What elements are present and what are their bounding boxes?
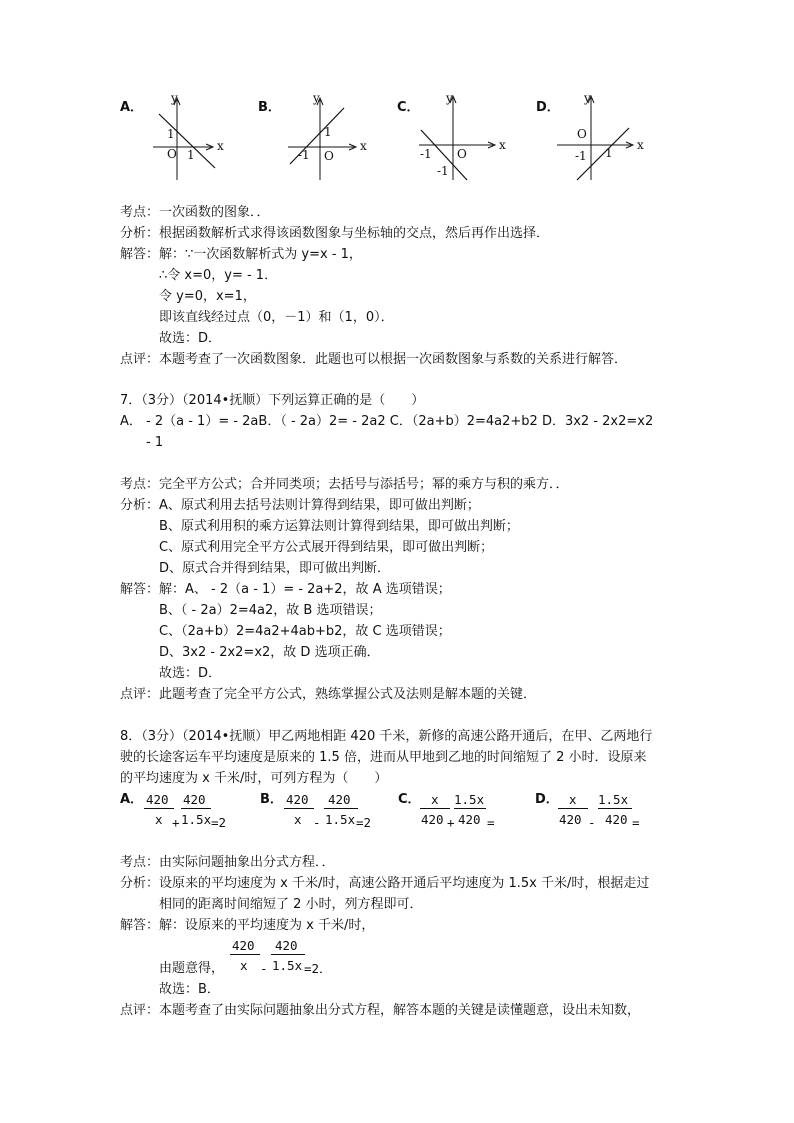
q7-fenxi-3: C、原式利用完全平方公式展开得到结果，即可做出判断； xyxy=(159,540,494,555)
q7-kaodian: 考点：完全平方公式；合并同类项；去括号与添括号；幂的乘方与积的乘方．． xyxy=(120,477,569,492)
x-intercept-label: -1 xyxy=(420,147,432,161)
q7-stem: 7．（3分）（2014•抚顺）下列运算正确的是（ ） xyxy=(120,393,425,408)
q8-opt-b-label: B． xyxy=(260,792,283,807)
q8-opt-a-num1: 420 xyxy=(146,792,169,807)
q8-jieda-den1: x xyxy=(240,958,248,973)
q8-opt-d-den1: 420 xyxy=(559,812,582,827)
q7-jieda-5: 故选：D． xyxy=(159,666,222,681)
q8-jieda-prefix: 由题意得， xyxy=(159,961,225,976)
q7-jieda-4: D、3x2 - 2x2=x2，故 D 选项正确． xyxy=(159,645,380,660)
q8-opt-d-bar1 xyxy=(558,808,588,809)
q8-opt-a-den1: x xyxy=(155,812,163,827)
q7-fenxi-4: D、原式合并得到结果，即可做出判断． xyxy=(159,561,391,576)
q8-opt-c-den1: 420 xyxy=(421,812,444,827)
q8-opt-a-label: A． xyxy=(120,792,144,807)
q6-jieda-5: 故选：D． xyxy=(159,331,222,346)
graph-a xyxy=(145,92,235,188)
q8-jieda-bar2 xyxy=(271,954,305,955)
y-intercept-label: 1 xyxy=(324,125,332,139)
y-intercept-label: 1 xyxy=(167,127,175,141)
q8-kaodian: 考点：由实际问题抽象出分式方程．． xyxy=(120,855,335,870)
q8-jieda-rhs: =2． xyxy=(304,961,332,976)
q8-opt-a-den2: 1.5x xyxy=(181,812,212,827)
q8-opt-a-bar1 xyxy=(144,808,174,809)
q8-opt-c-op: + xyxy=(447,815,455,830)
q8-opt-d-bar2 xyxy=(598,808,632,809)
q8-fenxi-1: 分析：设原来的平均速度为 x 千米/时，高速公路开通后平均速度为 1.5x 千米/时，根据走过 xyxy=(120,876,650,891)
y-label: y xyxy=(171,92,178,105)
q7-fenxi-1: 分析：A、原式利用去括号法则计算得到结果，即可做出判断； xyxy=(120,498,480,513)
graph-d xyxy=(553,92,648,188)
q7-fenxi-2: B、原式利用积的乘方运算法则计算得到结果，即可做出判断； xyxy=(159,519,519,534)
q8-fenxi-2: 相同的距离时间缩短了 2 小时，列方程即可． xyxy=(159,897,423,912)
origin-label: O xyxy=(457,147,467,161)
q8-opt-c-den2: 420 xyxy=(458,812,481,827)
x-intercept-label: -1 xyxy=(298,148,310,162)
q8-opt-b-rhs: =2 xyxy=(356,815,372,830)
x-label: x xyxy=(360,139,367,153)
q8-opt-a-rhs: =2 xyxy=(211,815,227,830)
y-intercept-label: -1 xyxy=(437,164,449,178)
y-intercept-label: -1 xyxy=(575,149,587,163)
origin-label: O xyxy=(324,149,334,163)
q8-opt-c-label: C． xyxy=(398,792,421,807)
q8-opt-c-bar1 xyxy=(420,808,450,809)
q8-opt-d-label: D． xyxy=(535,792,559,807)
x-label: x xyxy=(637,138,644,152)
q8-opt-c-rhs: = xyxy=(487,815,495,830)
q8-opt-b-op: - xyxy=(313,815,321,830)
q8-stem-1: 8．（3分）（2014•抚顺）甲乙两地相距 420 千米，新修的高速公路开通后，在甲、乙两地行 xyxy=(120,729,653,744)
q8-opt-b-bar2 xyxy=(324,808,358,809)
graph-c xyxy=(415,92,510,188)
q7-options: A． - 2（a - 1）= - 2aB．（ - 2a）2= - 2a2 C．（2a+b）2=4a2+b2 D．3x2 - 2x2=x2 xyxy=(120,414,654,429)
x-label: x xyxy=(499,138,506,152)
q6-jieda-2: ∴令 x=0，y= - 1． xyxy=(159,268,278,283)
q8-opt-d-rhs: = xyxy=(632,815,640,830)
graph-b xyxy=(282,92,377,188)
q8-jieda-num1: 420 xyxy=(232,938,255,953)
q8-jieda-op: - xyxy=(260,961,268,976)
q8-opt-c-num1: x xyxy=(431,792,439,807)
q6-fenxi: 分析：根据函数解析式求得该函数图象与坐标轴的交点，然后再作出选择． xyxy=(120,226,550,241)
q8-opt-d-num2: 1.5x xyxy=(598,792,629,807)
q7-jieda-3: C、（2a+b）2=4a2+4ab+b2，故 C 选项错误； xyxy=(159,624,451,639)
q8-opt-b-den1: x xyxy=(294,812,302,827)
q7-dianping: 点评：此题考查了完全平方公式，熟练掌握公式及法则是解本题的关键． xyxy=(120,687,537,702)
q8-stem-2: 驶的长途客运车平均速度是原来的 1.5 倍，进而从甲地到乙地的时间缩短了 2 小时．设原来 xyxy=(120,750,647,765)
q6-jieda-3: 令 y=0，x=1， xyxy=(159,289,256,304)
y-label: y xyxy=(584,92,591,105)
q8-jieda-den2: 1.5x xyxy=(272,958,303,973)
q6-kaodian: 考点：一次函数的图象．． xyxy=(120,205,270,220)
q8-jieda-1: 解答：解：设原来的平均速度为 x 千米/时， xyxy=(120,918,375,933)
y-label: y xyxy=(446,92,453,105)
x-intercept-label: 1 xyxy=(605,146,613,160)
graph-c-label: C． xyxy=(397,100,420,115)
origin-label: O xyxy=(167,147,177,161)
graph-a-label: A． xyxy=(120,100,144,115)
q8-opt-d-den2: 420 xyxy=(605,812,628,827)
origin-label: O xyxy=(577,127,587,141)
graph-d-label: D． xyxy=(536,100,560,115)
q8-jieda-bar1 xyxy=(230,954,260,955)
q8-opt-b-bar1 xyxy=(284,808,314,809)
q7-jieda-1: 解答：解：A、 - 2（a - 1）= - 2a+2，故 A 选项错误； xyxy=(120,582,451,597)
x-label: x xyxy=(217,139,224,153)
q8-dianping: 点评：本题考查了由实际问题抽象出分式方程，解答本题的关键是读懂题意，设出未知数， xyxy=(120,1003,641,1018)
q8-opt-d-op: - xyxy=(588,815,596,830)
q8-opt-b-den2: 1.5x xyxy=(325,812,356,827)
q8-opt-b-num2: 420 xyxy=(328,792,351,807)
q8-jieda-3: 故选：B． xyxy=(159,982,220,997)
q8-opt-a-bar2 xyxy=(181,808,211,809)
q8-opt-c-bar2 xyxy=(454,808,486,809)
q8-opt-c-num2: 1.5x xyxy=(454,792,485,807)
q6-jieda-1: 解答：解：∵一次函数解析式为 y=x - 1， xyxy=(120,247,362,262)
q7-jieda-2: B、（ - 2a）2=4a2，故 B 选项错误； xyxy=(159,603,382,618)
q6-dianping: 点评：本题考查了一次函数图象．此题也可以根据一次函数图象与系数的关系进行解答． xyxy=(120,352,628,367)
x-intercept-label: 1 xyxy=(187,148,195,162)
q8-stem-3: 的平均速度为 x 千米/时，可列方程为（ ） xyxy=(120,771,388,786)
q8-jieda-num2: 420 xyxy=(275,938,298,953)
q8-opt-d-num1: x xyxy=(569,792,577,807)
q8-opt-a-op: + xyxy=(172,815,180,830)
graph-b-label: B． xyxy=(258,100,281,115)
q6-jieda-4: 即该直线经过点（0，－1）和（1，0）． xyxy=(159,310,394,325)
q8-opt-a-num2: 420 xyxy=(183,792,206,807)
q8-opt-b-num1: 420 xyxy=(286,792,309,807)
q7-options-cont: - 1 xyxy=(146,435,164,450)
y-label: y xyxy=(313,92,320,105)
